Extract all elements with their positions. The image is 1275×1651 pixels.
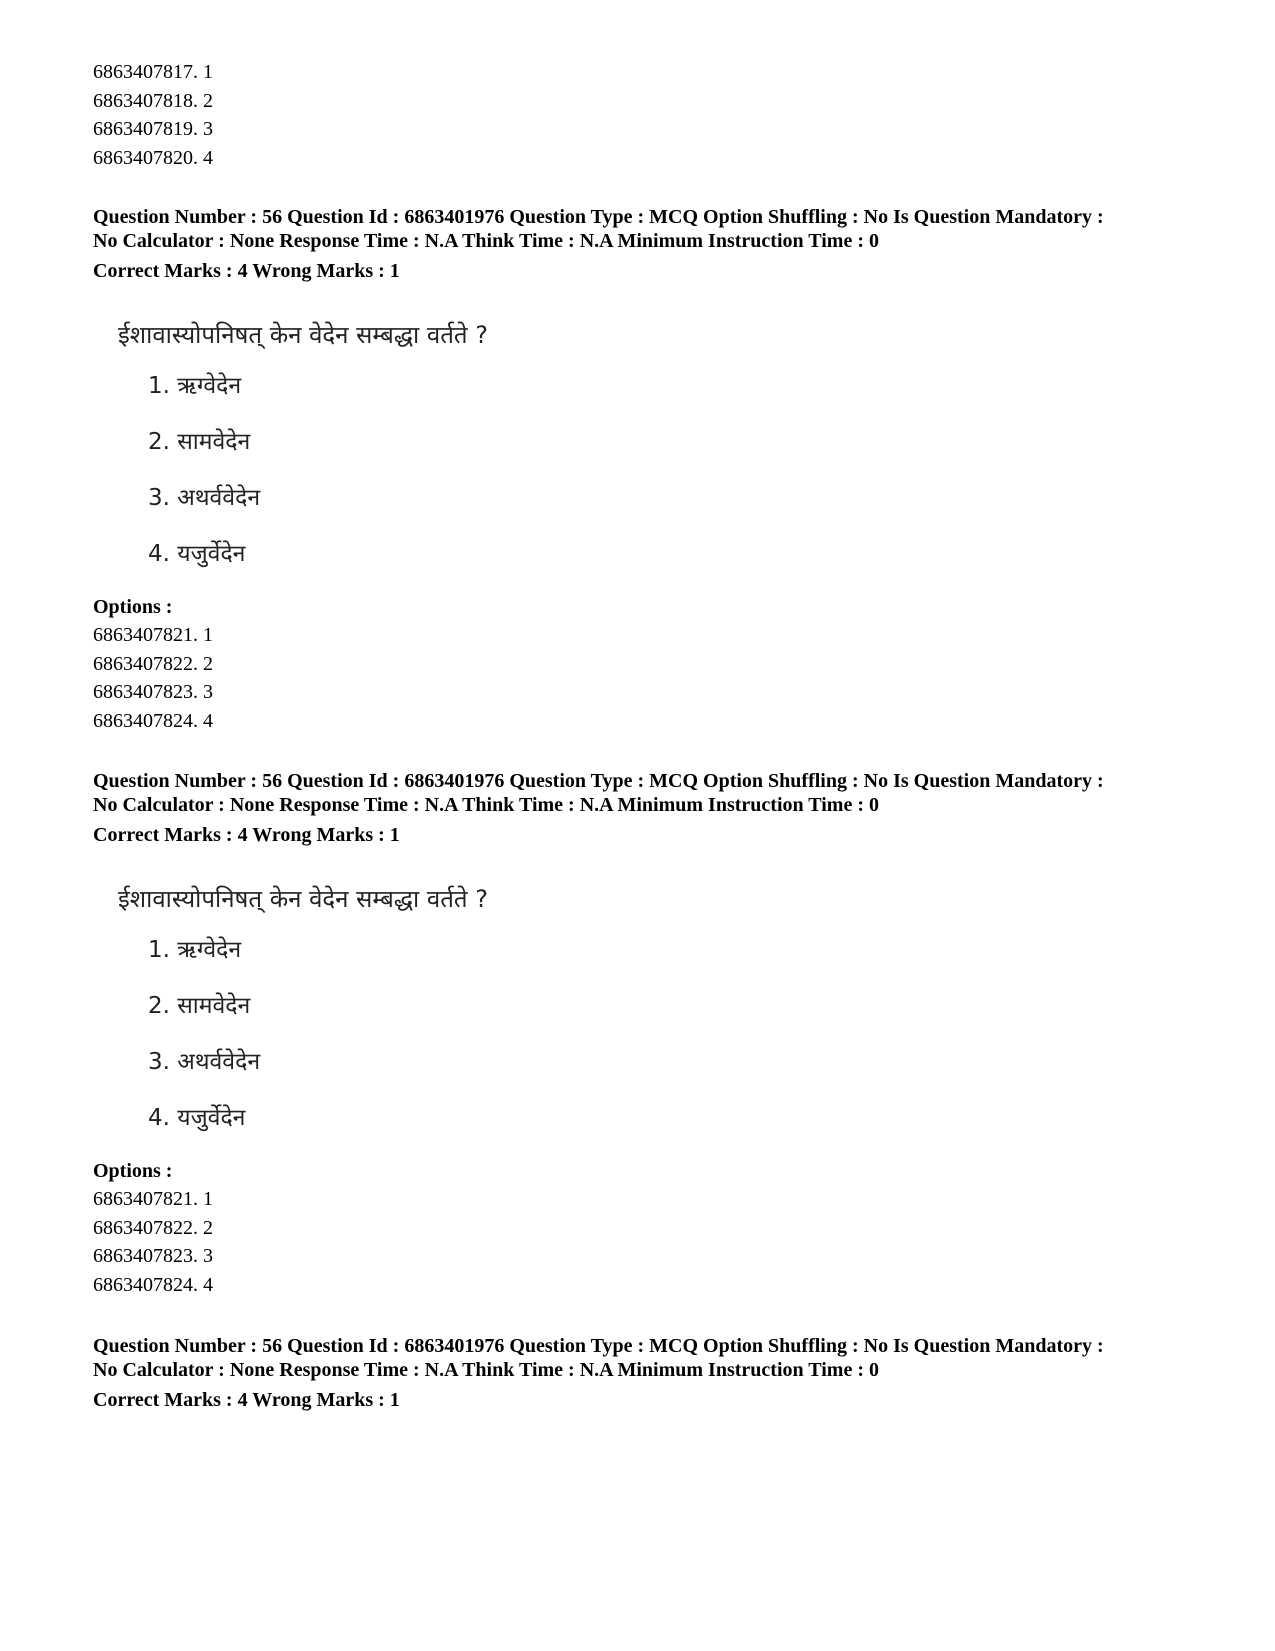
question-marks: Correct Marks : 4 Wrong Marks : 1 <box>93 1389 400 1411</box>
question-meta-line-1: Question Number : 56 Question Id : 6863401976 Question Type : MCQ Option Shuffling : No Is Question Mandatory : <box>93 1335 1104 1357</box>
options-list <box>93 621 213 735</box>
question-choice: 4. यजुर्वेदेन <box>148 541 246 567</box>
option-item: 6863407820. 4 <box>93 146 213 169</box>
question-text: ईशावास्योपनिषत् केन वेदेन सम्बद्धा वर्तते ? <box>118 885 488 913</box>
question-choice: 3. अथर्ववेदेन <box>148 485 261 511</box>
question-meta-line-2: No Calculator : None Response Time : N.A Think Time : N.A Minimum Instruction Time : 0 <box>93 794 879 816</box>
question-marks: Correct Marks : 4 Wrong Marks : 1 <box>93 260 400 282</box>
option-item: 6863407817. 1 <box>93 61 213 83</box>
option-item: 6863407823. 3 <box>93 681 213 704</box>
question-choice: 3. अथर्ववेदेन <box>148 1049 261 1075</box>
question-meta-line-1: Question Number : 56 Question Id : 6863401976 Question Type : MCQ Option Shuffling : No Is Question Mandatory : <box>93 770 1104 792</box>
question-header-1 <box>93 205 1203 283</box>
option-item: 6863407821. 1 <box>93 624 213 646</box>
options-label: Options : <box>93 1160 173 1182</box>
option-item: 6863407822. 2 <box>93 1216 213 1239</box>
question-meta-line-2: No Calculator : None Response Time : N.A Think Time : N.A Minimum Instruction Time : 0 <box>93 1359 879 1381</box>
question-meta-line-2: No Calculator : None Response Time : N.A Think Time : N.A Minimum Instruction Time : 0 <box>93 230 879 252</box>
question-choice: 1. ऋग्वेदेन <box>148 373 242 399</box>
question-meta-line-1: Question Number : 56 Question Id : 6863401976 Question Type : MCQ Option Shuffling : No Is Question Mandatory : <box>93 206 1104 228</box>
option-item: 6863407821. 1 <box>93 1188 213 1210</box>
question-header-2 <box>93 769 1203 847</box>
option-item: 6863407818. 2 <box>93 89 213 112</box>
option-item: 6863407819. 3 <box>93 118 213 141</box>
previous-options-list <box>93 58 213 172</box>
question-choice: 2. सामवेदेन <box>148 429 251 455</box>
question-image-2 <box>118 882 488 1131</box>
question-marks: Correct Marks : 4 Wrong Marks : 1 <box>93 824 400 846</box>
option-item: 6863407823. 3 <box>93 1245 213 1268</box>
question-choice: 2. सामवेदेन <box>148 993 251 1019</box>
question-image-1 <box>118 318 488 567</box>
question-header-3 <box>93 1334 1203 1412</box>
option-item: 6863407822. 2 <box>93 652 213 675</box>
question-choice: 4. यजुर्वेदेन <box>148 1105 246 1131</box>
option-item: 6863407824. 4 <box>93 709 213 732</box>
options-list <box>93 1185 213 1299</box>
question-text: ईशावास्योपनिषत् केन वेदेन सम्बद्धा वर्तते ? <box>118 321 488 349</box>
options-label: Options : <box>93 596 173 618</box>
question-choice: 1. ऋग्वेदेन <box>148 937 242 963</box>
option-item: 6863407824. 4 <box>93 1273 213 1296</box>
